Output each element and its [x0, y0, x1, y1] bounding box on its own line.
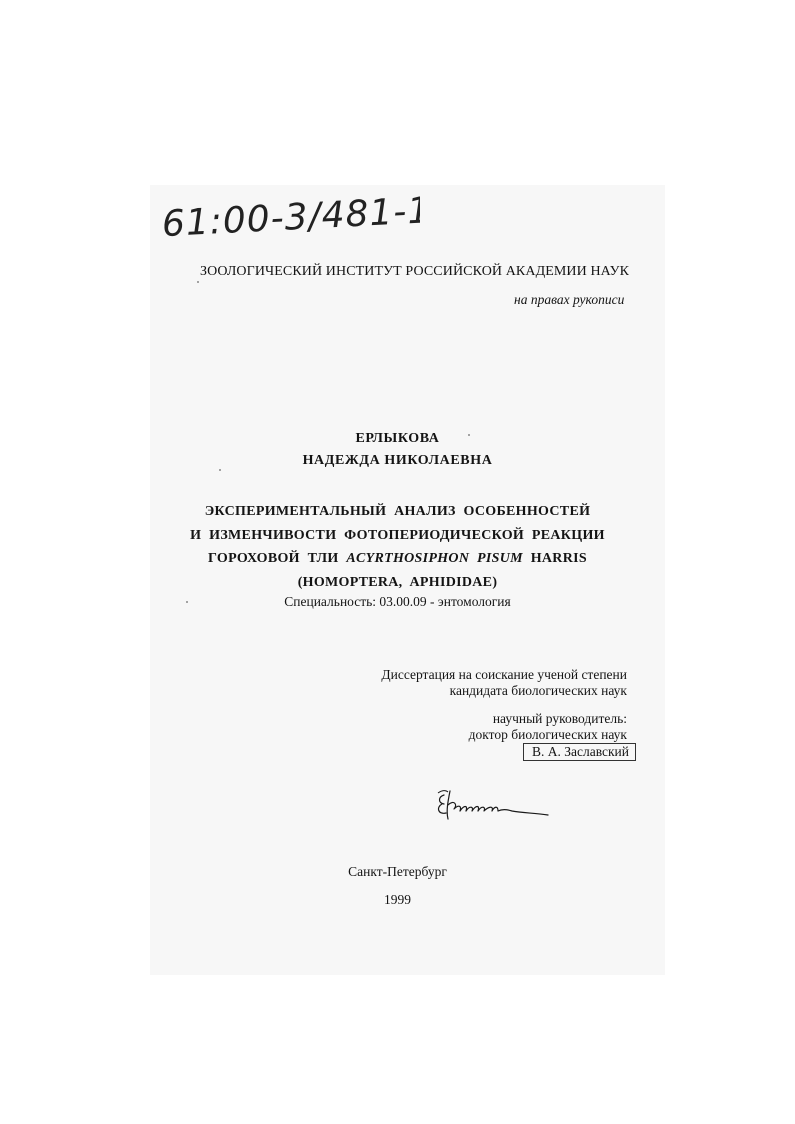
supervisor-block: [340, 711, 627, 761]
title-line-3-prefix: ГОРОХОВОЙ ТЛИ: [208, 551, 339, 566]
dissertation-degree: [340, 667, 627, 699]
handwritten-number-drawing: [160, 190, 420, 250]
title-line-3: [160, 547, 635, 571]
scan-speck: [468, 434, 470, 436]
dissertation-title: [160, 500, 635, 594]
supervisor-role: научный руководитель:: [492, 711, 627, 726]
species-author: HARRIS: [530, 551, 587, 566]
city: Санкт-Петербург: [348, 864, 447, 879]
scan-speck: [197, 281, 199, 283]
institute-name: ЗООЛОГИЧЕСКИЙ ИНСТИТУТ РОССИЙСКОЙ АКАДЕМИИ НАУК: [200, 264, 630, 279]
signature-drawing: [432, 783, 552, 828]
title-line-1: ЭКСПЕРИМЕНТАЛЬНЫЙ АНАЛИЗ ОСОБЕННОСТЕЙ: [204, 504, 591, 519]
copyright-note: на правах рукописи: [514, 292, 625, 307]
specialty: Специальность: 03.00.09 - энтомология: [284, 594, 511, 609]
supervisor-degree: доктор биологических наук: [468, 727, 627, 742]
archive-number-text: 61:00-3/481-1: [161, 190, 420, 246]
archive-number-handwritten: [160, 190, 420, 250]
title-line-2: И ИЗМЕНЧИВОСТИ ФОТОПЕРИОДИЧЕСКОЙ РЕАКЦИИ: [190, 527, 605, 543]
dissertation-line-2: кандидата биологических наук: [449, 683, 627, 698]
species-name: ACYRTHOSIPHON PISUM: [346, 551, 523, 566]
supervisor-name: В. А. Заславский: [523, 743, 636, 761]
author-given-names: НАДЕЖДА НИКОЛАЕВНА: [302, 453, 493, 468]
signature: [432, 783, 552, 828]
scan-speck: [219, 469, 221, 471]
year: 1999: [384, 892, 411, 907]
scan-speck: [186, 601, 188, 603]
dissertation-line-1: Диссертация на соискание ученой степени: [381, 667, 627, 682]
author-surname: ЕРЛЫКОВА: [355, 431, 440, 446]
title-line-4: (HOMOPTERA, APHIDIDAE): [297, 574, 498, 590]
